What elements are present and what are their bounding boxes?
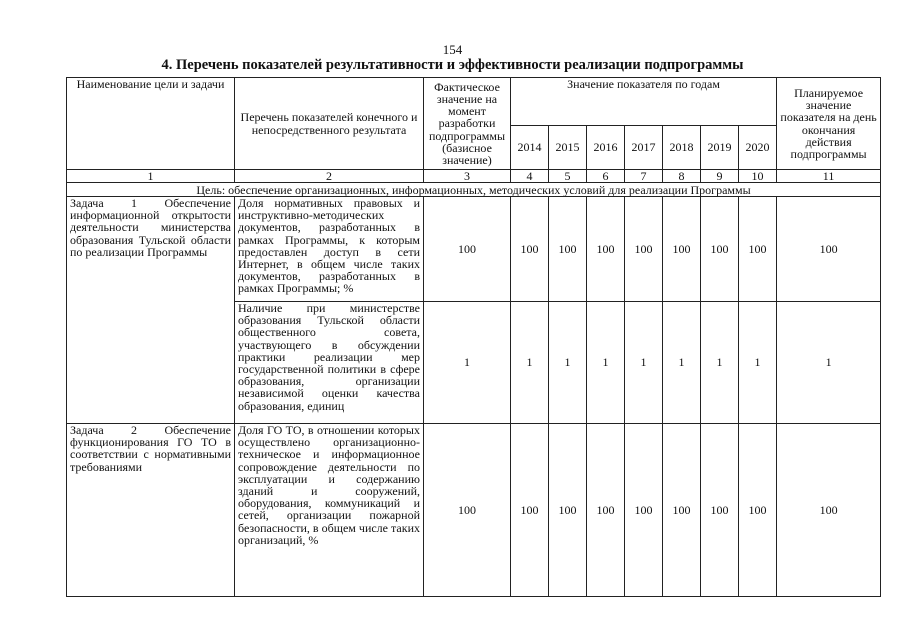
base-value: 100 [424,197,511,302]
header-year: 2015 [549,126,587,170]
header-planned-value: Планируемое значение показателя на день окончания действия подпрограммы [777,78,881,170]
header-years-group: Значение показателя по годам [511,78,777,126]
column-numbers-row [67,170,881,183]
goal-text: Цель: обеспечение организационных, информационных, методических условий для реализации Программы [67,183,881,197]
planned-value: 1 [777,302,881,424]
indicator-text: Наличие при министерстве образования Тульской области общественного совета, участвующего в обсуждении практики реализации мер государственной политики в сфере образования, организации независимой оценки качества образования, единиц [235,302,424,424]
header-year: 2017 [625,126,663,170]
table-row [67,197,881,302]
header-row [67,78,881,126]
column-number: 2 [235,170,424,183]
year-value: 100 [701,197,739,302]
column-number: 7 [625,170,663,183]
year-value: 100 [625,424,663,597]
indicator-text: Доля ГО ТО, в отношении которых осуществлено организационно-техническое и информационное сопровождение деятельности по эксплуатации и содержанию зданий и сооружений, оборудования, коммуникаций и сетей, организации пожарной безопасности, в общем числе таких организаций, % [235,424,424,597]
header-goal-task: Наименование цели и задачи [67,78,235,170]
column-number: 10 [739,170,777,183]
task-2-name: Задача 2 Обеспечение функционирования ГО ТО в соответствии с нормативными требованиями [67,424,235,597]
year-value: 1 [511,302,549,424]
header-base-value: Фактическое значение на момент разработки подпрограммы (базисное значение) [424,78,511,170]
year-value: 100 [739,197,777,302]
year-value: 100 [625,197,663,302]
year-value: 1 [739,302,777,424]
header-year: 2018 [663,126,701,170]
column-number: 8 [663,170,701,183]
year-value: 100 [663,424,701,597]
column-number: 3 [424,170,511,183]
header-year: 2019 [701,126,739,170]
header-year: 2016 [587,126,625,170]
year-value: 1 [625,302,663,424]
column-number: 9 [701,170,739,183]
year-value: 1 [663,302,701,424]
page-title: 4. Перечень показателей результативности и эффективности реализации подпрограммы [161,57,744,73]
column-number: 6 [587,170,625,183]
year-value: 1 [587,302,625,424]
goal-row [67,183,881,197]
planned-value: 100 [777,424,881,597]
column-number: 1 [67,170,235,183]
column-number: 11 [777,170,881,183]
base-value: 100 [424,424,511,597]
indicators-table [66,77,881,597]
year-value: 100 [739,424,777,597]
header-indicators: Перечень показателей конечного и непосредственного результата [235,78,424,170]
task-1-name: Задача 1 Обеспечение информационной открытости деятельности министерства образования Тульской области по реализации Программы [67,197,235,424]
year-value: 100 [663,197,701,302]
base-value: 1 [424,302,511,424]
year-value: 100 [701,424,739,597]
year-value: 1 [701,302,739,424]
year-value: 100 [511,424,549,597]
header-year: 2014 [511,126,549,170]
page-number: 154 [442,42,463,57]
header-year: 2020 [739,126,777,170]
column-number: 4 [511,170,549,183]
planned-value: 100 [777,197,881,302]
column-number: 5 [549,170,587,183]
table-row [67,424,881,597]
year-value: 100 [587,424,625,597]
year-value: 100 [511,197,549,302]
year-value: 1 [549,302,587,424]
year-value: 100 [549,197,587,302]
year-value: 100 [549,424,587,597]
year-value: 100 [587,197,625,302]
indicator-text: Доля нормативных правовых и инструктивно-методических документов, разработанных в рамках Программы, к которым предоставлен доступ в сети Интернет, в общем числе таких документов, разработанных в рамках Программы; % [235,197,424,302]
